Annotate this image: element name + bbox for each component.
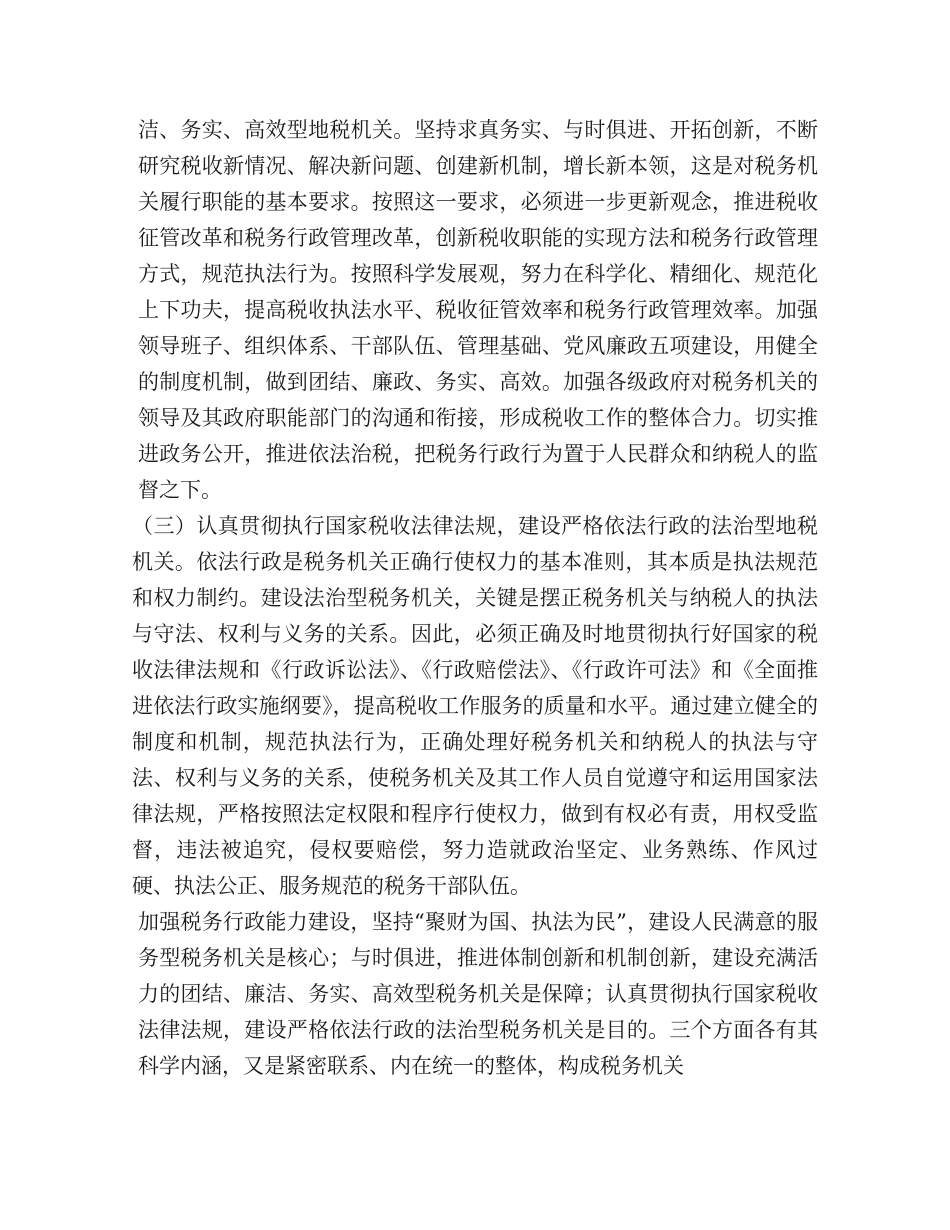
paragraph-summary: 加强税务行政能力建设，坚持“聚财为国、执法为民”，建设人民满意的服务型税务机关是核心；与时俱进，推进体制创新和机制创新，建设充满活力的团结、廉洁、务实、高效型税务机关是保障；认真贯彻执行国家税收法律法规，建设严格依法行政的法治型税务机关是目的。三个方面各有其科学内涵，又是紧密联系、内在统一的整体，构成税务机关 [138, 910, 818, 1078]
paragraph-continuation: 洁、务实、高效型地税机关。坚持求真务实、与时俱进、开拓创新，不断研究税收新情况、解决新问题、创建新机制，增长新本领，这是对税务机关履行职能的基本要求。按照这一要求，必须进一步更新观念，推进税收征管改革和税务行政管理改革，创新税收职能的实现方法和税务行政管理方式，规范执法行为。按照科学发展观，努力在科学化、精细化、规范化上下功夫，提高税收执法水平、税收征管效率和税务行政管理效率。加强领导班子、组织体系、干部队伍、管理基础、党风廉政五项建设，用健全的制度机制，做到团结、廉政、务实、高效。加强各级政府对税务机关的领导及其政府职能部门的沟通和衔接，形成税收工作的整体合力。切实推进政务公开，推进依法治税，把税务行政行为置于人民群众和纳税人的监督之下。 [138, 118, 818, 502]
paragraph-section-three: （三）认真贯彻执行国家税收法律法规，建设严格依法行政的法治型地税机关。依法行政是税务机关正确行使权力的基本准则，其本质是执法规范和权力制约。建设法治型税务机关，关键是摆正税务机关与纳税人的执法与守法、权利与义务的关系。因此，必须正确及时地贯彻执行好国家的税收法律法规和《行政诉讼法》、《行政赔偿法》、《行政许可法》和《全面推进依法行政实施纲要》，提高税收工作服务的质量和水平。通过建立健全的制度和机制，规范执法行为，正确处理好税务机关和纳税人的执法与守法、权利与义务的关系，使税务机关及其工作人员自觉遵守和运用国家法律法规，严格按照法定权限和程序行使权力，做到有权必有责，用权受监督，违法被追究，侵权要赔偿，努力造就政治坚定、业务熟练、作风过硬、执法公正、服务规范的税务干部队伍。 [132, 514, 818, 898]
document-body [132, 112, 818, 1084]
